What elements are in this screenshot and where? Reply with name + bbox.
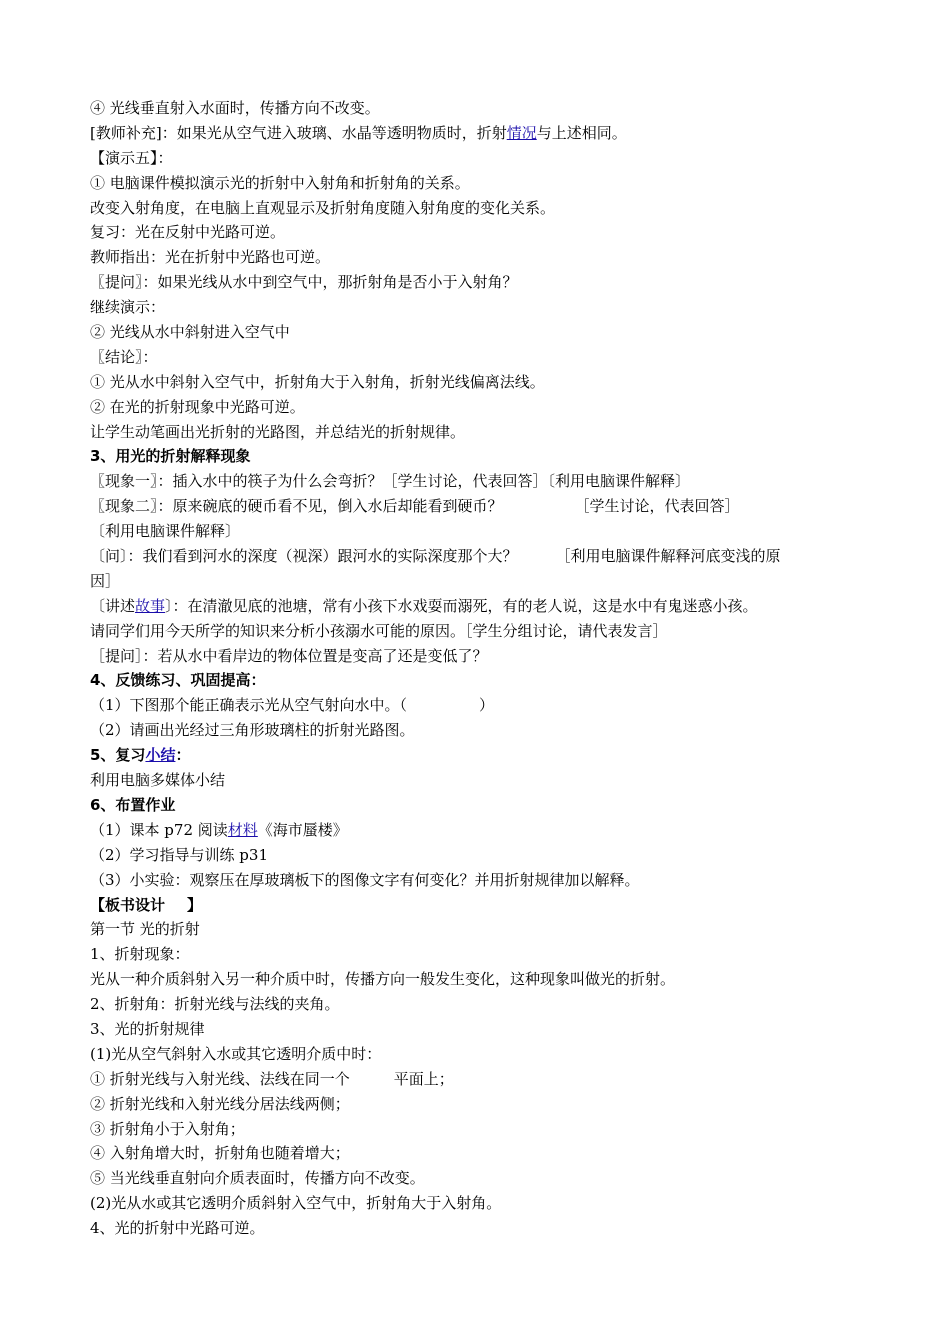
text-line <box>90 594 880 619</box>
hyperlink-cailiao[interactable]: 材料 <box>227 820 258 839</box>
section-heading-6: 6、布置作业 <box>90 795 176 814</box>
text-line: 2、折射角：折射光线与法线的夹角。 <box>90 995 340 1014</box>
text-line: 4、光的折射中光路可逆。 <box>90 1219 265 1238</box>
text-line: 1、折射现象： <box>90 945 190 964</box>
text-line: ④ 光线垂直射入水面时，传播方向不改变。 <box>90 99 380 117</box>
text-line: （2）学习指导与训练 p31 <box>90 845 269 864</box>
board-design-heading <box>90 893 880 918</box>
text-span: ［学生讨论，代表回答］ <box>574 497 740 516</box>
text-span: 〔问〕：我们看到河水的深度（视深）跟河水的实际深度那个大？ <box>90 547 518 566</box>
hyperlink-gushi[interactable]: 故事 <box>135 596 166 615</box>
text-line: 3、光的折射规律 <box>90 1019 205 1038</box>
text-line: 继续演示： <box>90 298 166 317</box>
text-line <box>90 693 880 718</box>
text-span: 〔讲述 <box>90 596 136 615</box>
text-line: (2)光从水或其它透明介质斜射入空气中，折射角大于入射角。 <box>90 1194 502 1213</box>
text-line <box>90 818 880 843</box>
text-span: [教师补充]：如果光从空气进入玻璃、水晶等透明物质时，折射 <box>90 123 507 142</box>
text-span: 5、复习 <box>90 746 146 765</box>
text-span: （1）课本 p72 阅读 <box>90 820 228 839</box>
text-line <box>90 544 880 569</box>
text-line: ④ 入射角增大时，折射角也随着增大； <box>90 1144 350 1163</box>
text-line: 让学生动笔画出光折射的光路图，并总结光的折射规律。 <box>90 422 466 441</box>
text-line: 〖提问〗：如果光线从水中到空气中，那折射角是否小于入射角？ <box>90 273 518 292</box>
text-line: （3）小实验：观察压在厚玻璃板下的图像文字有何变化？并用折射规律加以解释。 <box>90 870 640 889</box>
text-span: ① 折射光线与入射光线、法线在同一个 <box>90 1069 350 1088</box>
text-line: 〖现象一〗：插入水中的筷子为什么会弯折？［学生讨论，代表回答］〔利用电脑课件解释〕 <box>90 472 691 491</box>
text-line: ② 光线从水中斜射进入空气中 <box>90 323 290 342</box>
text-line <box>90 1067 880 1092</box>
text-line: ① 电脑课件模拟演示光的折射中入射角和折射角的关系。 <box>90 173 470 192</box>
text-line: 复习：光在反射中光路可逆。 <box>90 223 286 242</box>
text-line: ② 折射光线和入射光线分居法线两侧； <box>90 1094 350 1113</box>
text-line: 改变入射角度，在电脑上直观显示及折射角度随入射角度的变化关系。 <box>90 198 556 217</box>
text-span: 〖现象二〗：原来碗底的硬币看不见，倒入水后却能看到硬币？ <box>90 497 503 516</box>
text-line: 第一节 光的折射 <box>90 920 200 939</box>
text-span: 与上述相同。 <box>536 123 627 142</box>
text-line: ⑤ 当光线垂直射向介质表面时，传播方向不改变。 <box>90 1169 425 1188</box>
text-line: 〖结论〗： <box>90 347 158 366</box>
text-span: ： <box>175 746 191 765</box>
text-line <box>90 494 880 519</box>
text-span: （1）下图那个能正确表示光从空气射向水中。（ <box>90 696 408 715</box>
text-line: 请同学们用今天所学的知识来分析小孩溺水可能的原因。［学生分组讨论，请代表发言］ <box>90 621 668 640</box>
text-line: （2）请画出光经过三角形玻璃柱的折射光路图。 <box>90 721 415 740</box>
text-span: 平面上； <box>393 1069 454 1088</box>
section-heading-3: 3、用光的折射解释现象 <box>90 447 251 466</box>
text-line: ［提问］：若从水中看岸边的物体位置是变高了还是变低了？ <box>90 646 488 665</box>
text-line: ③ 折射角小于入射角； <box>90 1119 245 1138</box>
section-heading: 【演示五】： <box>90 148 173 167</box>
text-line: 光从一种介质斜射入另一种介质中时，传播方向一般发生变化，这种现象叫做光的折射。 <box>90 970 676 989</box>
text-line: ① 光从水中斜射入空气中，折射角大于入射角，折射光线偏离法线。 <box>90 372 545 391</box>
text-line: 教师指出：光在折射中光路也可逆。 <box>90 248 331 267</box>
section-heading-5 <box>90 743 880 768</box>
text-span: 【板书设计 <box>90 895 166 914</box>
text-line: 利用电脑多媒体小结 <box>90 771 226 790</box>
text-span: ［利用电脑课件解释河底变浅的原 <box>555 547 781 566</box>
text-line: 〔利用电脑课件解释〕 <box>90 522 241 541</box>
section-heading-4: 4、反馈练习、巩固提高： <box>90 671 266 690</box>
document-page <box>90 96 880 1241</box>
text-line: 因］ <box>90 571 121 590</box>
text-span: 〕：在清澈见底的池塘，常有小孩下水戏耍而溺死，有的老人说，这是水中有鬼迷惑小孩。 <box>165 596 758 615</box>
text-line: ② 在光的折射现象中光路可逆。 <box>90 397 305 416</box>
hyperlink-xiaojie[interactable]: 小结 <box>145 746 176 765</box>
text-span: ） <box>479 696 495 715</box>
text-span: 《海市蜃楼》 <box>257 820 348 839</box>
hyperlink-qingkuang[interactable]: 情况 <box>506 123 537 142</box>
text-span: 】 <box>187 895 203 914</box>
text-line: (1)光从空气斜射入水或其它透明介质中时： <box>90 1044 382 1063</box>
text-line <box>90 121 880 146</box>
